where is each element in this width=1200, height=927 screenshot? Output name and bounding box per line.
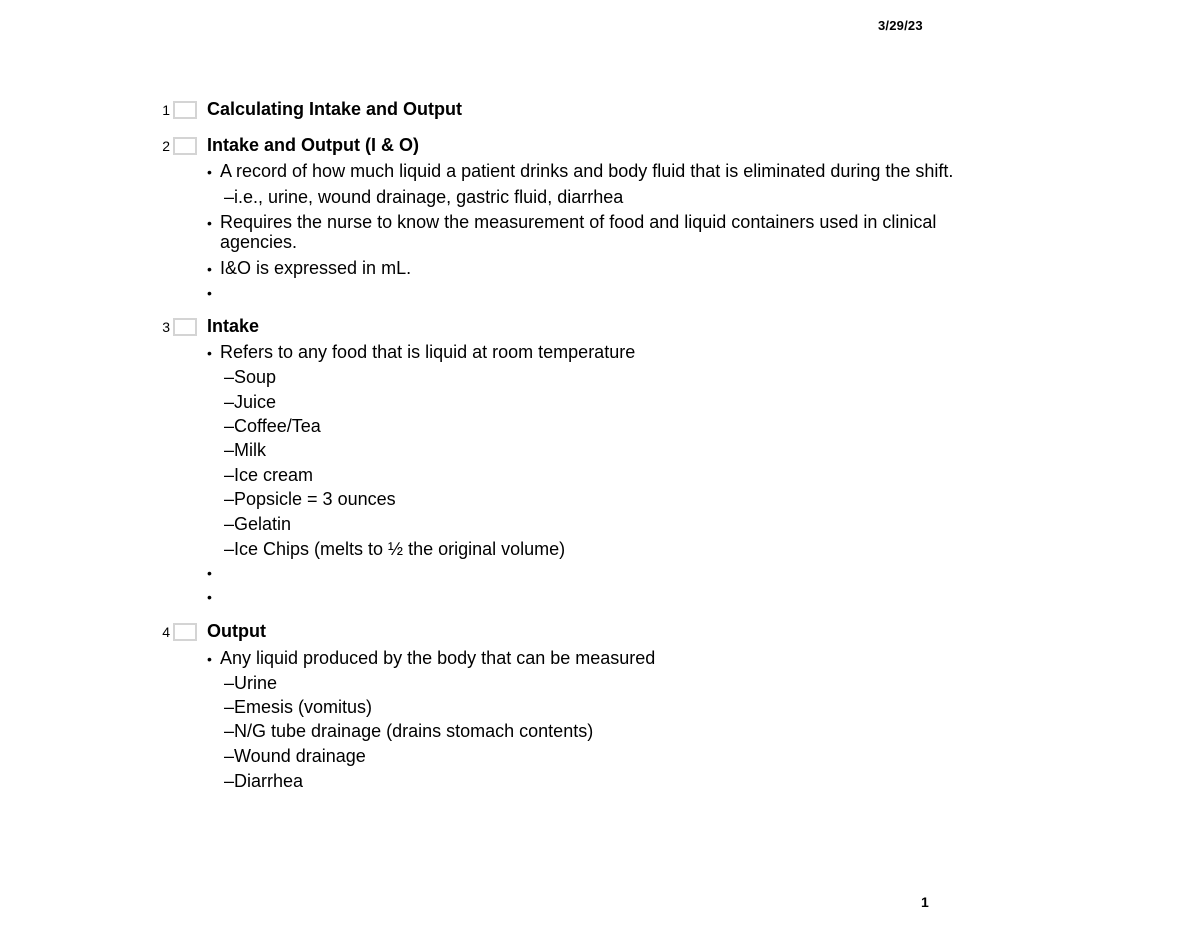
slide-title: Output	[207, 621, 266, 641]
sub-bullet-text: –Wound drainage	[224, 746, 366, 766]
bullet-mark: •	[207, 651, 212, 667]
sub-bullet-text: –Gelatin	[224, 514, 292, 534]
slide-thumbnail	[173, 623, 197, 641]
bullet-text: Refers to any food that is liquid at room temperature	[220, 342, 636, 362]
bullet-mark: •	[207, 164, 212, 180]
slide-title: Calculating Intake and Output	[207, 99, 463, 119]
bullet-mark: •	[207, 345, 212, 361]
date-header: 3/29/23	[878, 18, 923, 33]
sub-bullet-text: –Juice	[224, 392, 277, 412]
empty-bullet: •	[207, 589, 212, 605]
slide-number: 2	[162, 138, 170, 154]
sub-bullet-text: –Soup	[224, 367, 277, 387]
bullet-mark: •	[207, 261, 212, 277]
bullet-mark: •	[207, 215, 212, 231]
slide-title: Intake	[207, 316, 260, 336]
bullet-text-continued: agencies.	[220, 232, 298, 252]
slide-number: 4	[162, 624, 170, 640]
bullet-text: I&O is expressed in mL.	[220, 258, 412, 278]
sub-bullet-text: –Emesis (vomitus)	[224, 697, 373, 717]
slide-title: Intake and Output (I & O)	[207, 135, 419, 155]
sub-bullet-text: –Diarrhea	[224, 771, 304, 791]
slide-number: 3	[162, 319, 170, 335]
slide-thumbnail	[173, 318, 197, 336]
page-number: 1	[921, 894, 929, 910]
bullet-text: A record of how much liquid a patient drinks and body fluid that is eliminated during the shift.	[220, 161, 954, 181]
empty-bullet: •	[207, 285, 212, 301]
sub-bullet-text: –Popsicle = 3 ounces	[224, 489, 396, 509]
sub-bullet-text: –i.e., urine, wound drainage, gastric fluid, diarrhea	[224, 187, 624, 207]
slide-number: 1	[162, 102, 170, 118]
sub-bullet-text: –Ice cream	[224, 465, 314, 485]
bullet-text: Requires the nurse to know the measurement of food and liquid containers used in clinical	[220, 212, 937, 232]
slide-thumbnail	[173, 101, 197, 119]
slide-thumbnail	[173, 137, 197, 155]
sub-bullet-text: –Coffee/Tea	[224, 416, 321, 436]
sub-bullet-text: –Ice Chips (melts to ½ the original volume)	[224, 539, 566, 559]
empty-bullet: •	[207, 565, 212, 581]
bullet-text: Any liquid produced by the body that can be measured	[220, 648, 656, 668]
sub-bullet-text: –N/G tube drainage (drains stomach contents)	[224, 721, 594, 741]
sub-bullet-text: –Urine	[224, 673, 278, 693]
sub-bullet-text: –Milk	[224, 440, 267, 460]
